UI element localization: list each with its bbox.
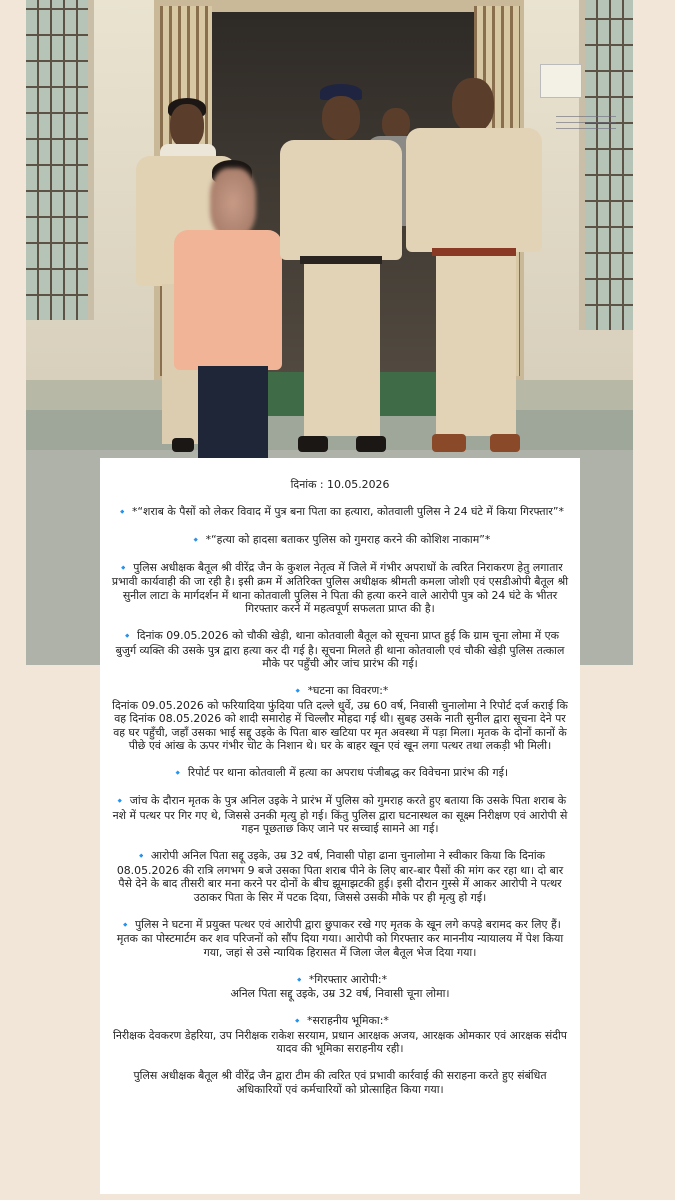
arrested-heading: *गिरफ्तार आरोपी:*	[308, 972, 388, 986]
arrested-body: अनिल पिता सद्दू उइके, उम्र 32 वर्ष, निवासी चूना लोमा।	[230, 987, 450, 1000]
role-section	[110, 1014, 570, 1056]
paragraph-leadership-text: पुलिस अधीक्षक बैतूल श्री वीरेंद्र जैन के कुशल नेतृत्व में जिले में गंभीर अपराधों के त्वरित निराकरण हेतु लगातार प्रभावी कार्यवाही की जा रही है। इसी क्रम में अतिरिक्त पुलिस अधीक्षक श्रीमती कमला जोशी एवं एसडीओपी बैतूल श्री सुनील लाटा के मार्गदर्शन में थाना कोतवाली पुलिस ने पिता की हत्या करने वाले आरोपी पुत्र को 24 घंटे के भीतर गिरफ्तार करने में महत्वपूर्ण सफलता प्राप्त की है।	[111, 560, 569, 615]
press-note-date: दिनांक : 10.05.2026	[290, 478, 390, 491]
role-body: निरीक्षक देवकरण डेहरिया, उप निरीक्षक राकेश सरयाम, प्रधान आरक्षक अजय, आरक्षक ओमकार एवं आरक्षक संदीप यादव की भूमिका सराहनीय रही।	[113, 1028, 567, 1055]
blue-diamond-icon: 🔹	[119, 919, 132, 931]
blue-diamond-icon: 🔹	[134, 851, 148, 862]
wall-handwriting	[556, 112, 616, 134]
paragraph-case-registered-text: रिपोर्ट पर थाना कोतवाली में हत्या का अपराध पंजीबद्ध कर विवेचना प्रारंभ की गई।	[187, 766, 509, 779]
blue-diamond-icon: 🔹	[117, 562, 130, 574]
blue-diamond-icon: 🔹	[291, 686, 305, 697]
incident-heading: *घटना का विवरण:*	[307, 684, 389, 697]
paragraph-confession	[110, 849, 570, 904]
headline-1-text: *“शराब के पैसों को लेकर विवाद में पुत्र बना पिता का हत्यारा, कोतवाली पुलिस ने 24 घंटे में किया गिरफ्तार”*	[131, 504, 564, 518]
role-heading: *सराहनीय भूमिका:*	[307, 1014, 389, 1027]
wall-notice	[540, 64, 582, 98]
paragraph-information-text: दिनांक 09.05.2026 को चौकी खेड़ी, थाना कोतवाली बैतूल को सूचना प्राप्त हुई कि ग्राम चूना लोमा में एक बुजुर्ग व्यक्ति की उसके पुत्र द्वारा हत्या कर दी गई है। सूचना मिलते ही थाना कोतवाली एवं चौकी खेड़ी पुलिस तत्काल मौके पर पहुँची और जांच प्रारंभ की गई।	[115, 629, 565, 670]
paragraph-recovery-text: पुलिस ने घटना में प्रयुक्त पत्थर एवं आरोपी द्वारा छुपाकर रखे गए मृतक के खून लगे कपड़े बरामद कर लिए हैं। मृतक का पोस्टमार्टम कर शव परिजनों को सौंप दिया गया। आरोपी को गिरफ्तार कर माननीय न्यायालय में पेश किया गया, जहां से उसे न्यायिक हिरासत में जिला जेल बैतूल भेज दिया गया।	[116, 917, 564, 959]
paragraph-confession-text: आरोपी अनिल पिता सद्दू उइके, उम्र 32 वर्ष, निवासी पोहा ढाना चुनालोमा ने स्वीकार किया कि दिनांक 08.05.2026 की रात्रि लगभग 9 बजे उसका पिता शराब पीने के लिए बार-बार पैसों की मांग कर रहा था। दो बार पैसे देने के बाद तीसरी बार मना करने पर दोनों के बीच झूमाझटकी हुई। इसी दौरान गुस्से में आकर आरोपी ने पत्थर उठाकर पिता के सिर में पटक दिया, जिससे उसकी मौके पर ही मृत्यु हो गई।	[116, 849, 564, 904]
blue-diamond-icon: 🔹	[292, 974, 306, 986]
blue-diamond-icon: 🔹	[113, 796, 127, 807]
paragraph-case-registered	[110, 766, 570, 781]
headline-2-text: *“हत्या को हादसा बताकर पुलिस को गुमराह करने की कोशिश नाकाम”*	[205, 532, 491, 546]
paragraph-recovery	[110, 918, 570, 960]
paragraph-investigation	[110, 794, 570, 836]
paragraph-investigation-text: जांच के दौरान मृतक के पुत्र अनिल उइके ने प्रारंभ में पुलिस को गुमराह करते हुए बताया कि उसके पिता शराब के नशे में पत्थर पर गिर गए थे, जिससे उनकी मृत्यु हो गई। किंतु पुलिस द्वारा घटनास्थल का सूक्ष्म निरीक्षण एवं आरोपी से गहन पूछताछ किए जाने पर सच्चाई सामने आ गई।	[112, 794, 568, 835]
blue-diamond-icon: 🔹	[171, 768, 185, 779]
incident-section	[110, 684, 570, 753]
blue-diamond-icon: 🔹	[121, 631, 134, 642]
incident-body: दिनांक 09.05.2026 को फरियादिया फुंदिया पति दल्ले धुर्वे, उम्र 60 वर्ष, निवासी चुनालोमा ने रिपोर्ट दर्ज कराई कि वह दिनांक 08.05.2026 को शादी समारोह में चिल्लौर मोहदा गई थी। सुबह उसके नाती सुनील द्वारा सूचना देने पर वह घर पहुँची, जहाँ उसका भाई सद्दू उइके के पिता बारु खटिया पर मृत अवस्था में पड़ा मिला। मृतक के दोनों कानों के पीछे एवं आंख के ऊपर गंभीर चोट के निशान थे। घर के बाहर खून एवं खून लगा पत्थर तथा लकड़ी भी मिली।	[112, 698, 568, 752]
left-window-grille	[26, 0, 94, 320]
blue-diamond-icon: 🔹	[291, 1016, 304, 1027]
blue-diamond-icon: 🔹	[189, 534, 203, 546]
right-window-grille	[579, 0, 633, 330]
headline-2	[110, 533, 570, 548]
press-note-card	[100, 458, 580, 1194]
headline-1	[110, 505, 570, 520]
paragraph-information	[110, 629, 570, 671]
paragraph-leadership	[110, 561, 570, 616]
closing-paragraph: पुलिस अधीक्षक बैतूल श्री वीरेंद्र जैन द्वारा टीम की त्वरित एवं प्रभावी कार्रवाई की सराहना करते हुए संबंधित अधिकारियों एवं कर्मचारियों को प्रोत्साहित किया गया।	[133, 1069, 547, 1096]
blurred-face	[210, 168, 256, 238]
blue-diamond-icon: 🔹	[116, 506, 129, 518]
arrested-section	[110, 973, 570, 1001]
